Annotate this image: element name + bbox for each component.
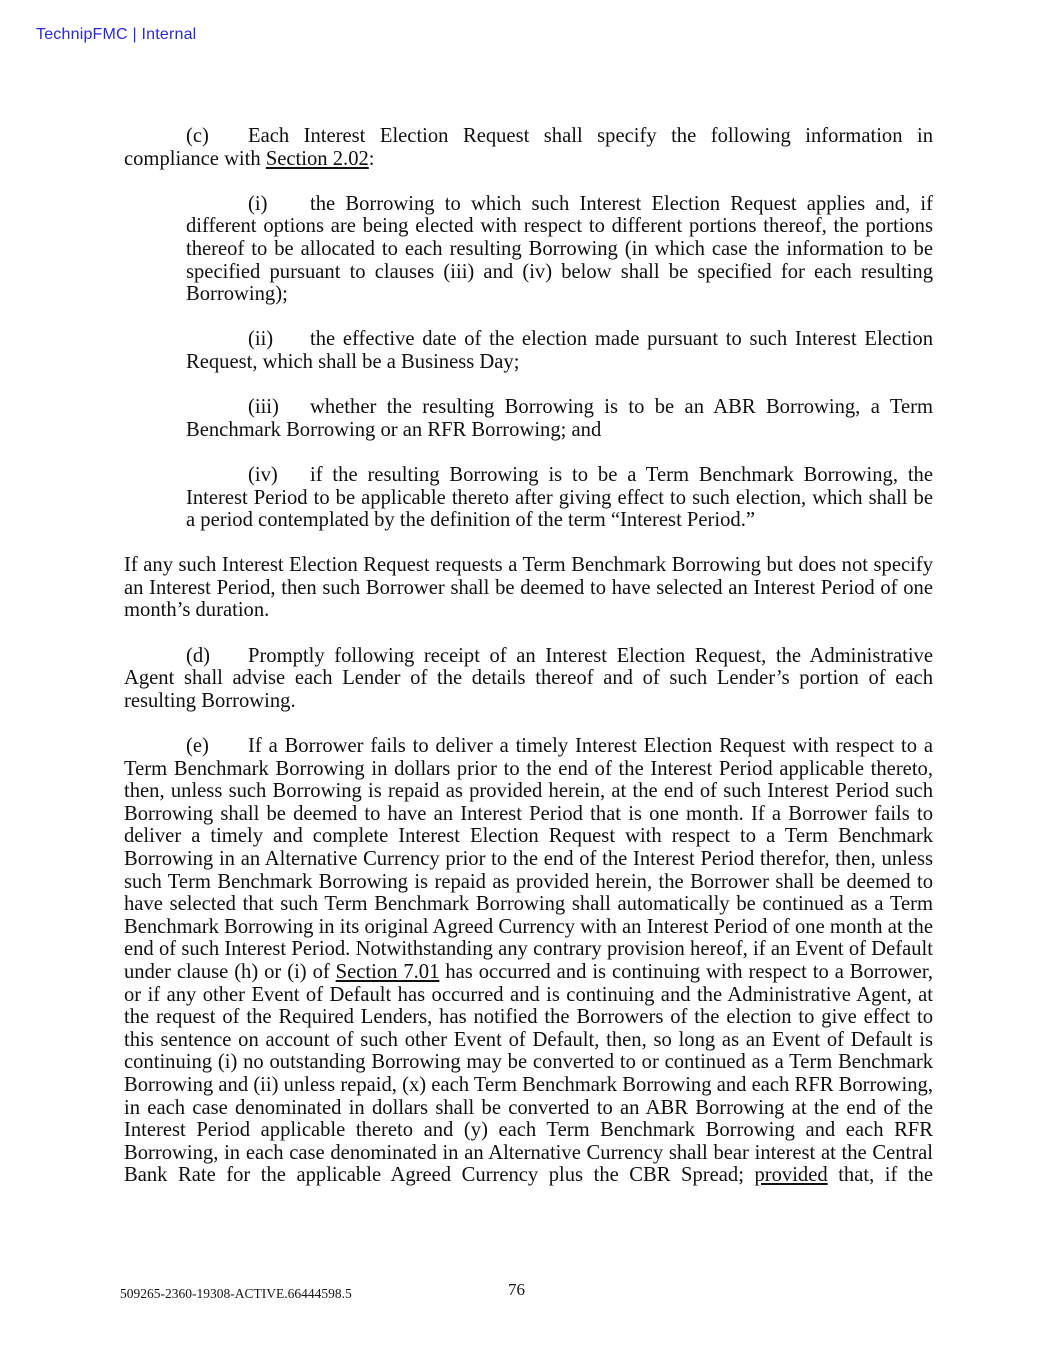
paragraph-label: (d) (186, 644, 211, 667)
section-reference: Section 7.01 (335, 960, 440, 983)
paragraph-ii (186, 328, 933, 373)
paragraph-i (186, 193, 933, 306)
paragraph-iii (186, 396, 933, 441)
paragraph-label: (c) (186, 125, 209, 147)
text-segment: whether the resulting Borrowing is to be an ABR Borrowing, a Term Benchmark Borrowing or an RFR Borrowing; and (186, 396, 933, 441)
text-segment: If any such Interest Election Request requests a Term Benchmark Borrowing but does not specify an Interest Period, then such Borrower shall be deemed to have selected an Interest Period of one month’s duration. (124, 554, 933, 622)
text-segment: the Borrowing to which such Interest Election Request applies and, if different options are being elected with respect to different portions thereof, the portions thereof to be allocated to each resulting Borrowing (in which case the information to be specified pursuant to clauses (iii) and (iv) below shall be specified for each resulting Borrowing); (186, 192, 933, 306)
text-segment: that, if the (827, 1164, 934, 1187)
paragraph-label: (ii) (248, 328, 274, 351)
text-segment: the effective date of the election made pursuant to such Interest Election Request, which shall be a Business Day; (186, 328, 933, 373)
section-reference: provided (754, 1164, 828, 1187)
paragraph-label: (iii) (248, 396, 279, 419)
paragraph-flush-1 (124, 554, 933, 622)
text-segment: Each Interest Election Request shall specify the following information in compliance with (124, 125, 933, 170)
text-segment: if the resulting Borrowing is to be a Term Benchmark Borrowing, the Interest Period to be applicable thereto after giving effect to such election, which shall be a period contemplated by the definition of the term “Interest Period.” (186, 463, 933, 532)
document-body (124, 125, 933, 1210)
paragraph-e (124, 735, 933, 1187)
paragraph-label: (i) (248, 192, 268, 215)
text-segment: Promptly following receipt of an Interest Election Request, the Administrative Agent shall advise each Lender of the details thereof and of such Lender’s portion of each resulting Borrowing. (124, 644, 933, 712)
paragraph-label: (iv) (248, 463, 278, 486)
text-segment: : (368, 147, 375, 170)
text-segment: has occurred and is continuing with respect to a Borrower, or if any other Event of Default has occurred and is continuing and the Administrative Agent, at the request of the Required Lenders, has notified the Borrowers of the election to give effect to this sentence on account of such other Event of Default, then, so long as an Event of Default is continuing (i) no outstanding Borrowing may be converted to or continued as a Term Benchmark Borrowing and (ii) unless repaid, (x) each Term Benchmark Borrowing and each RFR Borrowing, in each case denominated in dollars shall be converted to an ABR Borrowing at the end of the Interest Period applicable thereto and (y) each Term Benchmark Borrowing and each RFR Borrowing, in each case denominated in an Alternative Currency shall bear interest at the Central Bank Rate for the applicable Agreed Currency plus the CBR Spread; (124, 960, 934, 1187)
section-reference: Section 2.02 (265, 147, 369, 170)
paragraph-d (124, 645, 933, 713)
footer-doc-id: 509265-2360-19308-ACTIVE.66444598.5 (120, 1286, 352, 1301)
footer-page-number: 76 (508, 1280, 525, 1299)
paragraph-label: (e) (186, 735, 209, 758)
text-segment: If a Borrower fails to deliver a timely Interest Election Request with respect to a Term Benchmark Borrowing in dollars prior to the end of the Interest Period applicable thereto, then, unless such Borrowing is repaid as provided herein, at the end of such Interest Period such Borrowing shall be deemed to have an Interest Period that is one month. If a Borrower fails to deliver a timely and complete Interest Election Request with respect to a Term Benchmark Borrowing in an Alternative Currency prior to the end of the Interest Period therefor, then, unless such Term Benchmark Borrowing is repaid as provided herein, the Borrower shall be deemed to have selected that such Term Benchmark Borrowing shall automatically be continued as a Term Benchmark Borrowing in its original Agreed Currency with an Interest Period of one month at the end of such Interest Period. Notwithstanding any contrary provision hereof, if an Event of Default under clause (h) or (i) of (124, 735, 933, 983)
classification-banner: TechnipFMC | Internal (36, 26, 197, 43)
paragraph-iv (186, 464, 933, 532)
paragraph-c (124, 125, 933, 170)
